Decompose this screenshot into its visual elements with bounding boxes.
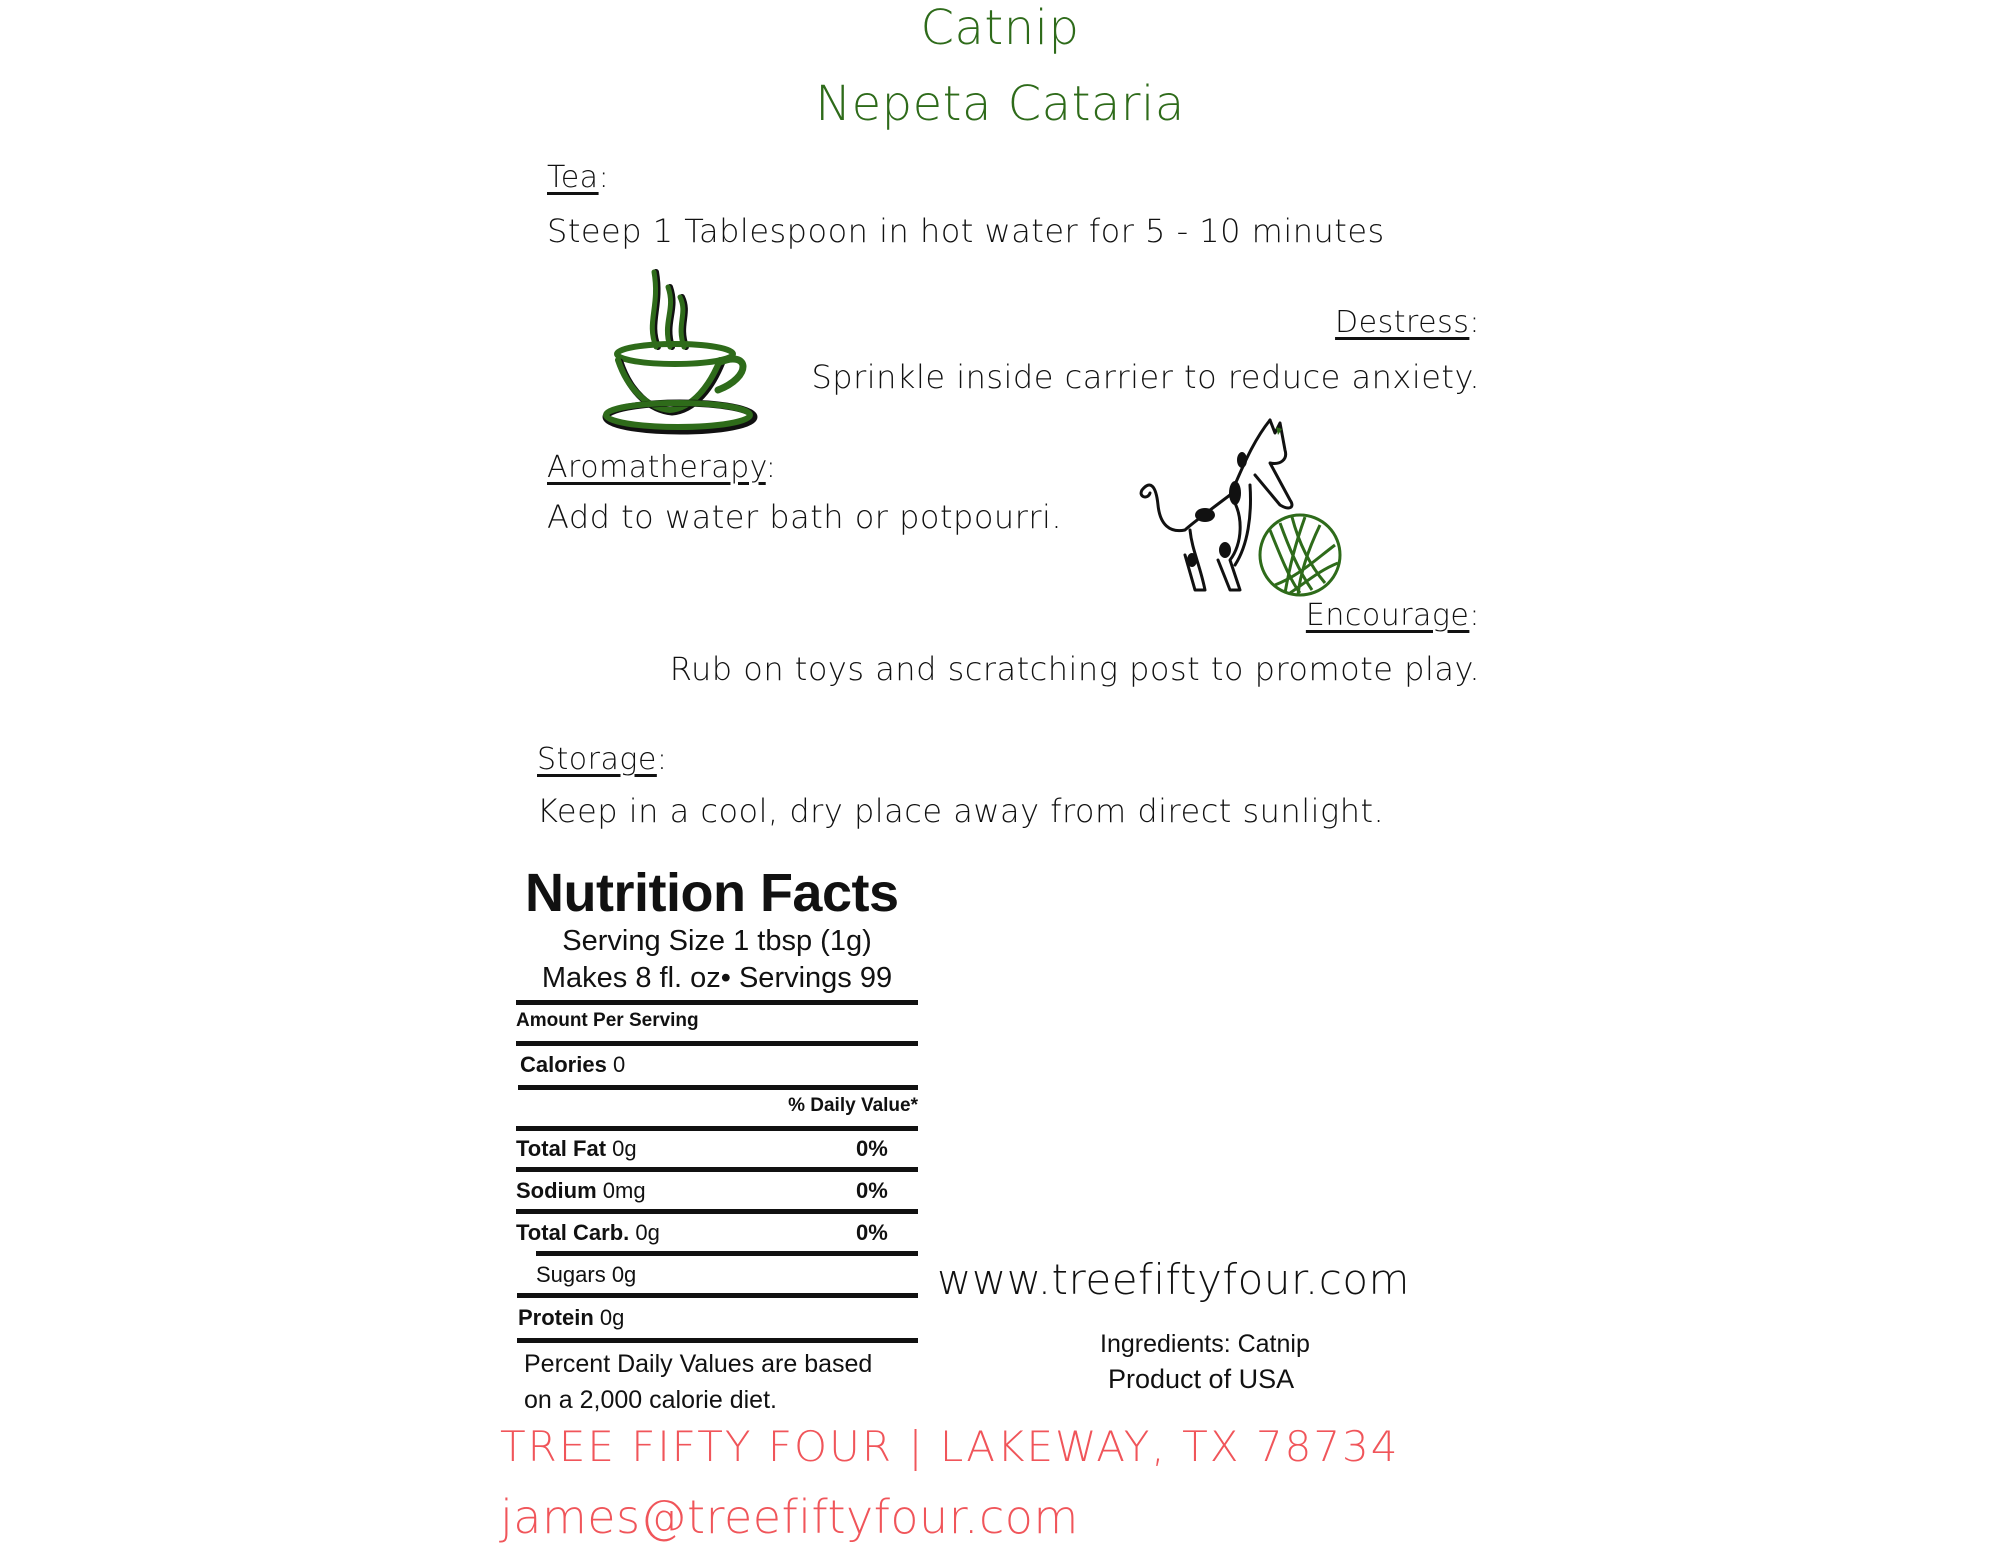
botanical-name-title: Nepeta Cataria	[815, 76, 1185, 132]
destress-label: Destress:	[1335, 305, 1480, 340]
divider	[516, 1167, 918, 1172]
cat-yarn-icon	[1130, 415, 1360, 605]
encourage-text: Rub on toys and scratching post to promote play.	[669, 650, 1480, 688]
footnote-line2: on a 2,000 calorie diet.	[524, 1386, 777, 1414]
common-name-title: Catnip	[920, 0, 1080, 56]
website-link[interactable]: www.treefiftyfour.com	[937, 1255, 1410, 1304]
destress-text: Sprinkle inside carrier to reduce anxiety.	[811, 358, 1480, 396]
aromatherapy-text: Add to water bath or potpourri.	[547, 498, 1063, 536]
servings-per-container: Makes 8 fl. oz• Servings 99	[541, 962, 893, 994]
divider	[516, 1041, 918, 1046]
serving-size: Serving Size 1 tbsp (1g)	[562, 925, 872, 957]
nutrient-row-total-fat: Total Fat 0g 0%	[516, 1136, 888, 1161]
divider	[516, 1000, 918, 1005]
tea-label: Tea:	[547, 160, 610, 195]
tea-cup-icon	[600, 262, 760, 437]
ingredients: Ingredients: Catnip	[1100, 1330, 1310, 1358]
product-origin: Product of USA	[1108, 1364, 1295, 1394]
encourage-label: Encourage:	[1305, 598, 1480, 633]
nutrient-row-protein: Protein 0g	[518, 1305, 625, 1330]
aromatherapy-label: Aromatherapy:	[547, 450, 777, 485]
storage-text: Keep in a cool, dry place away from direct sunlight.	[537, 792, 1385, 830]
footnote-line1: Percent Daily Values are based	[524, 1350, 873, 1378]
nutrient-row-sodium: Sodium 0mg 0%	[516, 1178, 888, 1203]
contact-email[interactable]: james@treefiftyfour.com	[500, 1490, 1079, 1544]
nutrient-row-sugars: Sugars 0g	[536, 1262, 637, 1287]
amount-per-serving: Amount Per Serving	[516, 1010, 699, 1031]
calories-row: Calories 0	[520, 1052, 626, 1077]
daily-value-header: % Daily Value*	[788, 1095, 918, 1116]
company-address: TREE FIFTY FOUR | LAKEWAY, TX 78734	[500, 1422, 1400, 1471]
divider	[516, 1209, 918, 1214]
divider	[517, 1338, 918, 1343]
nutrient-row-total-carb: Total Carb. 0g 0%	[516, 1220, 888, 1245]
tea-text: Steep 1 Tablespoon in hot water for 5 - 10 minutes	[547, 212, 1385, 250]
divider	[517, 1293, 918, 1298]
divider	[516, 1126, 918, 1131]
divider	[518, 1085, 918, 1090]
storage-label: Storage:	[537, 742, 668, 777]
divider	[536, 1251, 918, 1256]
nutrition-title: Nutrition Facts	[525, 863, 899, 923]
